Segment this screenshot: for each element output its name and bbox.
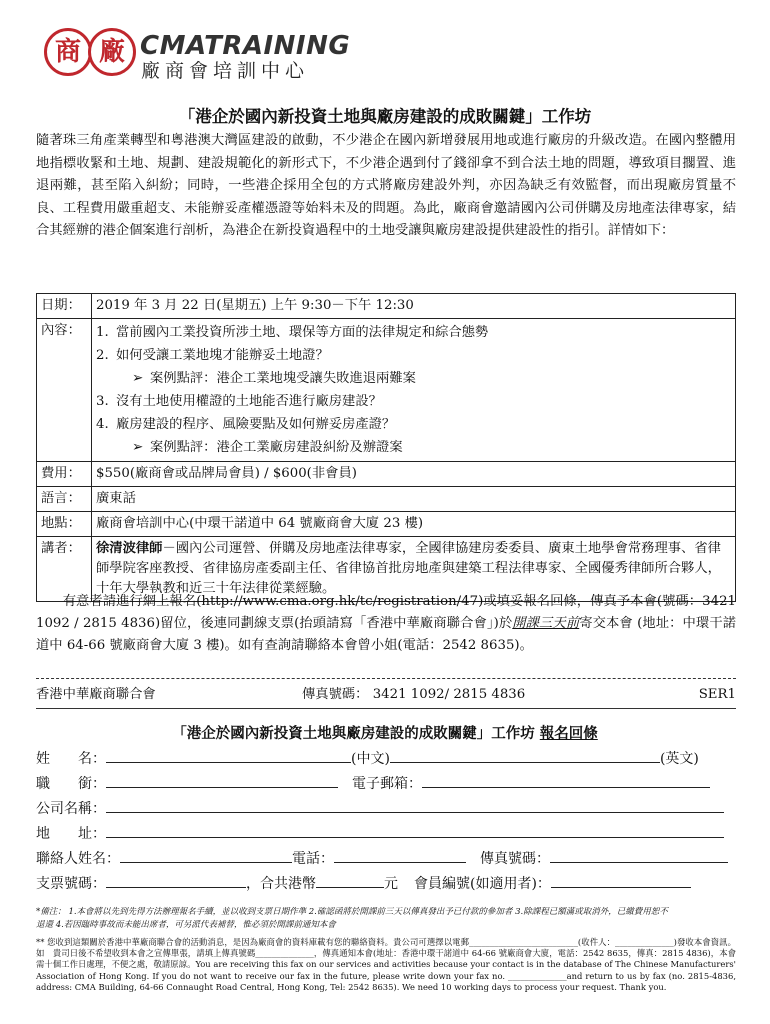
- deadline-emphasis: 開課三天前: [512, 616, 580, 631]
- company-label: 公司名稱：: [36, 801, 106, 817]
- english-name-field[interactable]: [390, 747, 660, 763]
- member-no-field[interactable]: [551, 872, 691, 888]
- page-title: 「港企於國內新投資土地與廠房建設的成敗關鍵」工作坊: [178, 107, 592, 126]
- cheque-label: 支票號碼：: [36, 876, 106, 892]
- language-row: [37, 487, 736, 512]
- speaker-label: 講者：: [37, 537, 92, 602]
- venue-value: 廠商會培訓中心(中環干諾道中 64 號廠商會大廈 23 樓): [92, 512, 736, 537]
- chinese-name-field[interactable]: [106, 747, 351, 763]
- amount-field[interactable]: [316, 872, 384, 888]
- cma-training-logo: [40, 28, 370, 86]
- divider: [36, 708, 736, 709]
- form-row-position: [36, 772, 736, 794]
- contact-label: 聯絡人姓名：: [36, 851, 120, 867]
- arrow-icon: ➢: [132, 440, 144, 455]
- content-item: 3. 沒有土地使用權證的土地能否進行廠房建設？: [96, 394, 382, 409]
- venue-row: [37, 512, 736, 537]
- intro-paragraph: 隨著珠三角產業轉型和粵港澳大灣區建設的啟動，不少港企在國內新增發展用地或進行廠房的升級改造。在國內整體用地指標收緊和土地、規劃、建設規範化的新形式下，不少港企遇到付了錢卻拿不到合法土地的問題，導致項目擱置、進退兩難，甚至陷入糾紛；同時，一些港企採用全包的方式將廠房建設外判，亦因為缺乏有效監督，而出現廠房質量不良、工程費用嚴重超支、未能辦妥產權憑證等始料未及的問題。為此，廠商會邀請國內公司併購及房地產法律專家，結合其經辦的港企個案進行剖析，為港企在新投資過程中的土地受讓與廠房建設提供建設性的指引。詳情如下：: [36, 133, 736, 238]
- date-value: 2019 年 3 月 22 日(星期五) 上午 9:30－下午 12:30: [92, 294, 736, 319]
- fax-header-org: 香港中華廠商聯合會: [36, 687, 156, 702]
- cut-line: [36, 678, 736, 679]
- language-value: 廣東話: [92, 487, 736, 512]
- address-field[interactable]: [106, 822, 724, 838]
- date-row: [37, 294, 736, 319]
- event-details-table: [36, 293, 736, 602]
- seal-left: 商: [44, 28, 92, 76]
- email-label: 電子郵箱：: [352, 776, 422, 792]
- email-field[interactable]: [422, 772, 710, 788]
- fee-label: 費用：: [37, 462, 92, 487]
- position-field[interactable]: [106, 772, 338, 788]
- phone-field[interactable]: [334, 847, 466, 863]
- phone-label: 電話：: [292, 851, 334, 867]
- form-row-payment: 支票號碼： ，合共港幣 元 會員編號(如適用者)：: [36, 872, 736, 894]
- address-label: 地 址：: [36, 826, 106, 842]
- fee-value: $550(廠商會或品牌局會員) / $600(非會員): [92, 462, 736, 487]
- content-row: [37, 319, 736, 462]
- fee-row: [37, 462, 736, 487]
- total-label: ，合共港幣: [246, 876, 316, 892]
- member-no-label: 會員編號(如適用者)：: [414, 876, 551, 892]
- form-row-name: 姓 名： (中文) (英文): [36, 747, 736, 769]
- cheque-field[interactable]: [106, 872, 246, 888]
- brand-subtitle: 廠商會培訓中心: [141, 60, 310, 82]
- name-label: 姓 名：: [36, 751, 106, 767]
- venue-label: 地點：: [37, 512, 92, 537]
- content-item: 4. 廠房建設的程序、風險要點及如何辦妥房產證？: [96, 417, 396, 432]
- fax-label: 傳真號碼：: [480, 851, 550, 867]
- content-label: 內容：: [37, 319, 92, 462]
- seal-right: 廠: [88, 28, 136, 76]
- speaker-description: －國內公司運營、併購及房地產法律專家，全國律協建房委委員、廣東土地學會常務理事、省律師學院客座教授、省律協房產委副主任、省律協首批房地產與建築工程法律專家、全國優秀律師所合夥人，十年大學執教和近三十年法律從業經驗。: [96, 541, 721, 596]
- content-item: 2. 如何受讓工業地塊才能辦妥土地證？: [96, 348, 329, 363]
- form-code: SER1: [698, 687, 736, 702]
- privacy-notice: ** 您收到這類關於香港中華廠商聯合會的活動消息，是因為廠商會的資料庫載有您的聯絡資料。貴公司可選擇以電郵__________________________(收件人：______________)發收本會資訊。如 貴司日後不希望收到本會之宣傳單張，請填上傳真號碼______________，傳真通知本會(地址：香港中環干諾道中 64-66 號廠商會大廈，電話：2542 8635，傳真：2815 4836)，本會需十個工作日處理，不便之處，敬請原諒。You are receiving this fax on our services and activities because your contact is in the database of The Chinese Manufacturers' Association of Hong Kong. If you do not want to receive our fax in the future, please write down your fax no. ______________and return to us by fax (no. 2815-4836, address: CMA Building, 64-66 Connaught Road Central, Hong Kong, Tel: 2542 8635). We need 10 working days to process your request. Thank you.: [36, 937, 736, 992]
- form-row-address: [36, 822, 736, 844]
- fax-header-number: 傳真號碼： 3421 1092/ 2815 4836: [302, 687, 526, 702]
- company-field[interactable]: [106, 797, 724, 813]
- form-notes: *備注： 1.本會將以先到先得方法辦理報名手續，並以收到支票日期作準 2.確認函將於開課前三天以傳真發出予已付款的參加者 3.除課程已額滿或取消外，已繳費用恕不 退還 4.若因臨時事故而未能出席者，可另派代表補替，惟必須於開課前通知本會: [36, 907, 668, 930]
- language-label: 語言：: [37, 487, 92, 512]
- content-list: [96, 321, 731, 459]
- case-review-item: ➢ 案例點評：港企工業地塊受讓失敗進退兩難案: [96, 367, 731, 390]
- reply-form-title: 「港企於國內新投資土地與廠房建設的成敗關鍵」工作坊 報名回條: [172, 725, 598, 742]
- speaker-name: 徐清波律師: [96, 541, 163, 556]
- case-review-item: ➢ 案例點評：港企工業廠房建設糾紛及辦證案: [96, 436, 731, 459]
- form-row-company: [36, 797, 736, 819]
- content-item: 1. 當前國內工業投資所涉土地、環保等方面的法律規定和綜合態勢: [96, 325, 489, 340]
- position-label: 職 銜：: [36, 776, 106, 792]
- arrow-icon: ➢: [132, 371, 144, 386]
- brand-name: CMATRAINING: [140, 31, 351, 61]
- registration-note: 有意者請進行網上報名(http://www.cma.org.hk/tc/registration/47)或填妥報名回條，傳真予本會(號碼：3421 1092 / 2815 4836)留位，後連同劃線支票(抬頭請寫「香港中華廠商聯合會」)於開課三天前寄交本會 (地址：中環干諾道中 64-66 號廠商會大廈 3 樓)。如有查詢請聯絡本會曾小姐(電話：2542 8635)。: [36, 594, 737, 653]
- fax-field[interactable]: [550, 847, 728, 863]
- form-row-contact: [36, 847, 736, 869]
- date-label: 日期：: [37, 294, 92, 319]
- content-value: [92, 319, 736, 462]
- contact-field[interactable]: [120, 847, 292, 863]
